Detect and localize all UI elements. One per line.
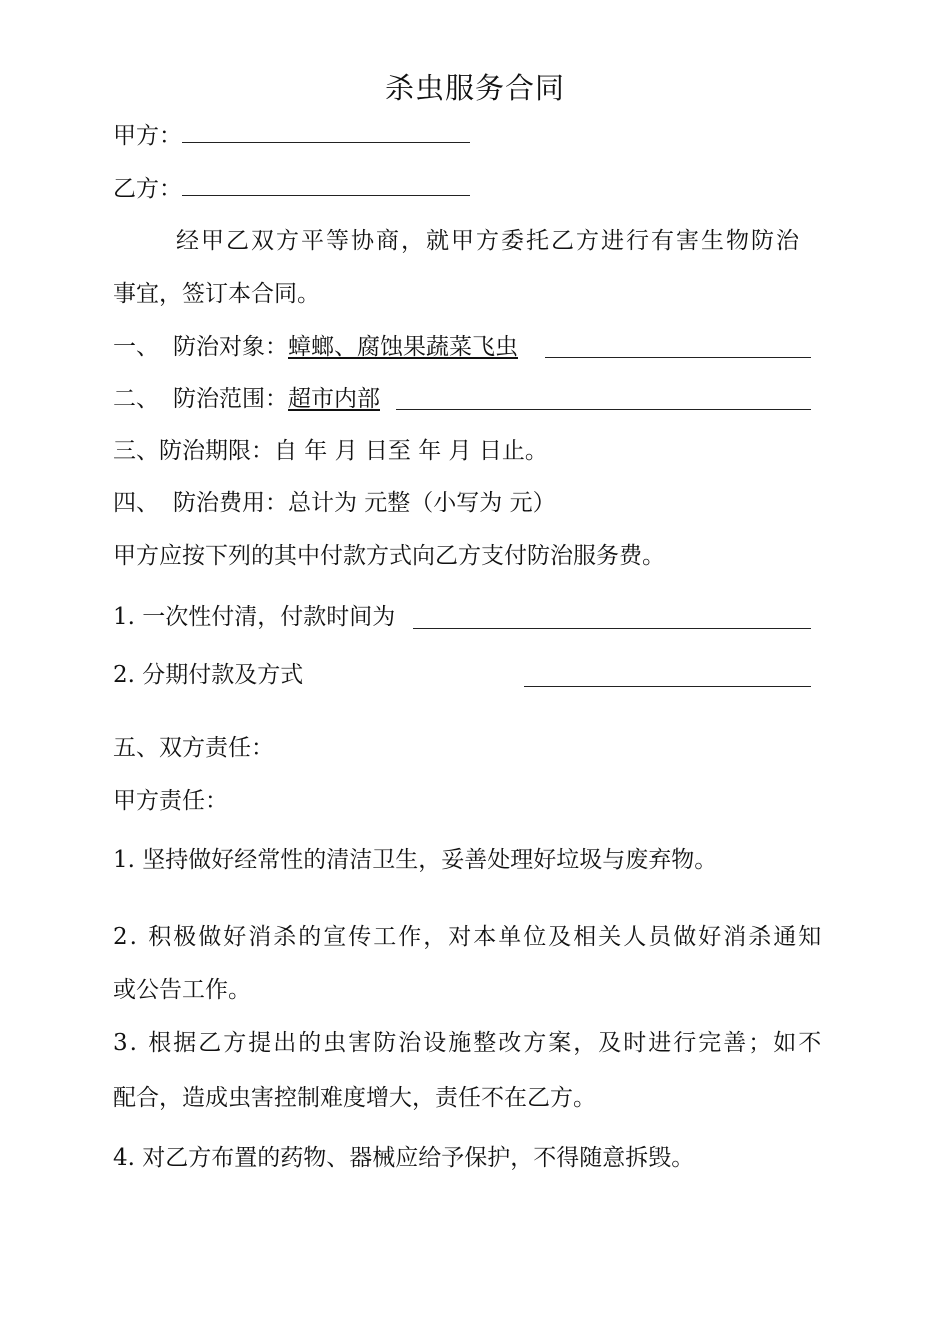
item-2-value: 超市内部 [288,386,380,412]
party-a-blank[interactable] [182,120,470,143]
party-a-line [113,120,470,151]
document-title: 杀虫服务合同 [384,71,565,105]
item-1-line [113,332,518,362]
item-4-line [113,488,556,518]
intro-line-1: 经甲乙双方平等协商，就甲方委托乙方进行有害生物防治 [176,228,801,254]
item-1-number: 一、 [113,334,159,360]
party-a-label: 甲方： [113,123,182,149]
payment-intro: 甲方应按下列的其中付款方式向乙方支付防治服务费。 [113,543,665,569]
duty-1: 1. 坚持做好经常性的清洁卫生，妥善处理好垃圾与废弃物。 [113,847,718,873]
party-b-label: 乙方： [113,176,182,202]
payment-option-2: 2. 分期付款及方式 [113,662,304,688]
item-2-label: 防治范围： [173,386,288,412]
payment-option-2-blank[interactable] [524,685,811,687]
duty-2-line-1: 2. 积极做好消杀的宣传工作，对本单位及相关人员做好消杀通知 [113,924,824,950]
item-1-value: 蟑螂、腐蚀果蔬菜飞虫 [288,334,518,360]
item-4-number: 四、 [113,490,159,516]
duty-2-line-2: 或公告工作。 [113,977,251,1003]
duty-4: 4. 对乙方布置的药物、器械应给予保护，不得随意拆毁。 [113,1145,695,1171]
section-5-heading: 五、双方责任： [113,735,274,761]
item-1-label: 防治对象： [173,334,288,360]
duty-3-line-1: 3. 根据乙方提出的虫害防治设施整改方案，及时进行完善；如不 [113,1030,824,1056]
item-3-line: 三、防治期限：自 年 月 日至 年 月 日止。 [113,438,548,464]
party-a-duty-heading: 甲方责任： [113,788,228,814]
item-4-text: 防治费用：总计为 元整（小写为 元） [173,490,556,516]
item-2-number: 二、 [113,386,159,412]
party-b-line [113,173,470,204]
party-b-blank[interactable] [182,173,470,196]
payment-option-1-blank[interactable] [413,627,811,629]
duty-3-line-2: 配合，造成虫害控制难度增大，责任不在乙方。 [113,1085,596,1111]
intro-line-2: 事宜，签订本合同。 [113,281,320,307]
item-2-underline [396,408,811,410]
item-2-line [113,384,380,414]
item-1-underline [545,356,811,358]
payment-option-1: 1. 一次性付清，付款时间为 [113,604,396,630]
